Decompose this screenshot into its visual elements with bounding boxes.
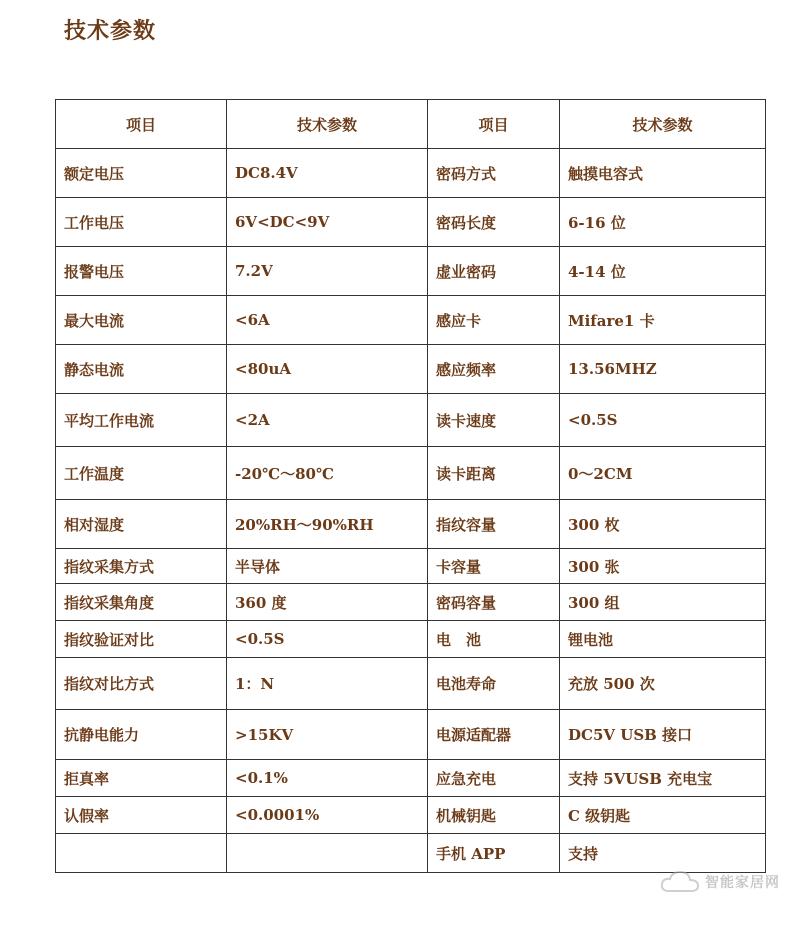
item-cell: 密码长度 — [428, 198, 560, 247]
item-cell: 电池寿命 — [428, 658, 560, 710]
value-cell: <0.5S — [227, 621, 428, 658]
item-cell: 指纹验证对比 — [56, 621, 227, 658]
item-cell: 指纹容量 — [428, 500, 560, 549]
value-cell: Mifare1 卡 — [560, 296, 766, 345]
header-item: 项目 — [428, 100, 560, 149]
item-cell: 感应频率 — [428, 345, 560, 394]
value-cell: 6V<DC<9V — [227, 198, 428, 247]
item-cell: 读卡距离 — [428, 447, 560, 500]
item-cell: 感应卡 — [428, 296, 560, 345]
value-cell: 锂电池 — [560, 621, 766, 658]
value-cell: 1：N — [227, 658, 428, 710]
header-spec: 技术参数 — [560, 100, 766, 149]
item-cell: 机械钥匙 — [428, 797, 560, 834]
table-row — [56, 549, 766, 584]
value-cell: 300 枚 — [560, 500, 766, 549]
item-cell: 指纹对比方式 — [56, 658, 227, 710]
value-cell: DC8.4V — [227, 149, 428, 198]
item-cell: 电 池 — [428, 621, 560, 658]
value-cell: DC5V USB 接口 — [560, 710, 766, 760]
value-cell: 13.56MHZ — [560, 345, 766, 394]
value-cell: <6A — [227, 296, 428, 345]
value-cell: 支持 5VUSB 充电宝 — [560, 760, 766, 797]
item-cell: 手机 APP — [428, 834, 560, 873]
item-cell: 指纹采集角度 — [56, 584, 227, 621]
table-row — [56, 394, 766, 447]
value-cell — [227, 834, 428, 873]
item-cell — [56, 834, 227, 873]
value-cell: 支持 — [560, 834, 766, 873]
value-cell: <2A — [227, 394, 428, 447]
page-title: 技术参数 — [64, 18, 157, 44]
item-cell: 报警电压 — [56, 247, 227, 296]
value-cell: 4-14 位 — [560, 247, 766, 296]
value-cell: -20℃～80℃ — [227, 447, 428, 500]
table-row — [56, 621, 766, 658]
item-cell: 读卡速度 — [428, 394, 560, 447]
table-row — [56, 149, 766, 198]
watermark-text: 智能家居网 — [705, 875, 780, 891]
table-row — [56, 447, 766, 500]
table-row — [56, 760, 766, 797]
spec-table — [55, 99, 766, 873]
table-row — [56, 247, 766, 296]
item-cell: 静态电流 — [56, 345, 227, 394]
value-cell: >15KV — [227, 710, 428, 760]
header-item: 项目 — [56, 100, 227, 149]
table-row — [56, 500, 766, 549]
item-cell: 虚业密码 — [428, 247, 560, 296]
item-cell: 相对湿度 — [56, 500, 227, 549]
cloud-logo-icon — [659, 869, 701, 895]
item-cell: 卡容量 — [428, 549, 560, 584]
value-cell: <0.5S — [560, 394, 766, 447]
watermark — [659, 869, 780, 895]
item-cell: 工作电压 — [56, 198, 227, 247]
item-cell: 电源适配器 — [428, 710, 560, 760]
table-row — [56, 584, 766, 621]
value-cell: <0.1% — [227, 760, 428, 797]
header-spec: 技术参数 — [227, 100, 428, 149]
item-cell: 抗静电能力 — [56, 710, 227, 760]
value-cell: 360 度 — [227, 584, 428, 621]
value-cell: C 级钥匙 — [560, 797, 766, 834]
table-row — [56, 834, 766, 873]
value-cell: 300 组 — [560, 584, 766, 621]
item-cell: 额定电压 — [56, 149, 227, 198]
value-cell: 0～2CM — [560, 447, 766, 500]
item-cell: 拒真率 — [56, 760, 227, 797]
item-cell: 认假率 — [56, 797, 227, 834]
table-row — [56, 658, 766, 710]
value-cell: 触摸电容式 — [560, 149, 766, 198]
item-cell: 密码方式 — [428, 149, 560, 198]
value-cell: 20%RH～90%RH — [227, 500, 428, 549]
table-header-row — [56, 100, 766, 149]
table-row — [56, 797, 766, 834]
value-cell: 300 张 — [560, 549, 766, 584]
item-cell: 工作温度 — [56, 447, 227, 500]
item-cell: 平均工作电流 — [56, 394, 227, 447]
value-cell: 7.2V — [227, 247, 428, 296]
table-row — [56, 198, 766, 247]
table-row — [56, 296, 766, 345]
item-cell: 密码容量 — [428, 584, 560, 621]
value-cell: 半导体 — [227, 549, 428, 584]
table-row — [56, 710, 766, 760]
item-cell: 应急充电 — [428, 760, 560, 797]
value-cell: <80uA — [227, 345, 428, 394]
value-cell: 6-16 位 — [560, 198, 766, 247]
table-row — [56, 345, 766, 394]
item-cell: 最大电流 — [56, 296, 227, 345]
item-cell: 指纹采集方式 — [56, 549, 227, 584]
value-cell: <0.0001% — [227, 797, 428, 834]
value-cell: 充放 500 次 — [560, 658, 766, 710]
